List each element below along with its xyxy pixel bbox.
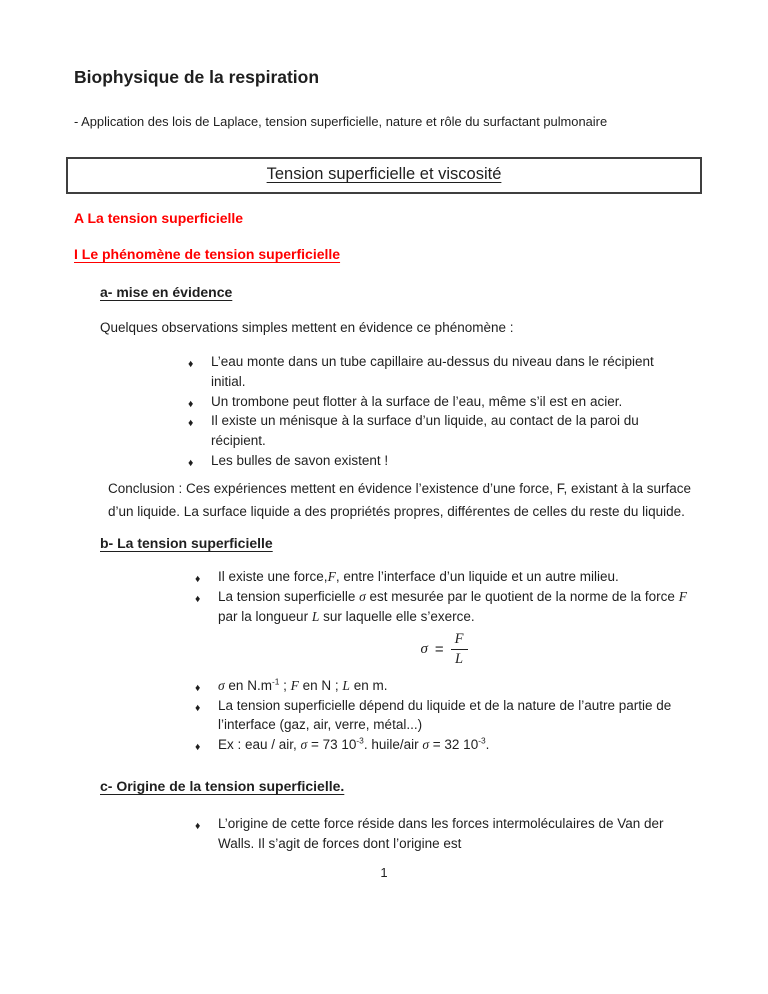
list-item: [193, 735, 673, 755]
math-symbol-F: F: [678, 589, 687, 605]
superscript: -1: [271, 676, 280, 687]
observations-list: [186, 352, 691, 471]
list-item: [193, 587, 698, 627]
tension-definition-list: [193, 567, 698, 626]
boxed-section-title: [66, 157, 702, 194]
heading-a-la-tension: A La tension superficielle: [74, 210, 244, 226]
list-item-text: σ en $N.m^{-1}$ ; F en N ; L en m.: [218, 676, 388, 693]
list-item-text: Il existe une force,F, entre l’interface d’un liquide et un autre milieu.: [218, 569, 619, 585]
diamond-bullet-icon: ♦: [188, 397, 194, 410]
diamond-bullet-icon: ♦: [188, 417, 194, 430]
list-item-text: La tension superficielle dépend du liquide et de la nature de l’autre partie de l’interface (gaz, air, verre, métal...): [218, 697, 672, 733]
intro-paragraph: Quelques observations simples mettent en évidence ce phénomène :: [100, 320, 514, 335]
math-symbol-F: F: [290, 677, 299, 693]
math-symbol-F: F: [327, 569, 336, 585]
list-item: [186, 411, 691, 451]
diamond-bullet-icon: ♦: [188, 456, 194, 469]
page-number: 1: [380, 864, 388, 880]
tension-units-list: [193, 676, 673, 755]
fraction-denominator: L: [455, 651, 464, 668]
equals-sign: =: [434, 641, 444, 659]
list-item-text: Un trombone peut flotter à la surface de l’eau, même s’il est en acier.: [211, 393, 623, 409]
diamond-bullet-icon: ♦: [195, 819, 201, 832]
diamond-bullet-icon: ♦: [195, 573, 201, 586]
list-item: [193, 696, 673, 736]
math-symbol-L: L: [342, 677, 350, 693]
fraction-numerator: F: [451, 631, 468, 650]
diamond-bullet-icon: ♦: [195, 681, 201, 694]
diamond-bullet-icon: ♦: [195, 701, 201, 714]
heading-part-c: c- Origine de la tension superficielle.: [100, 777, 345, 794]
math-symbol-sigma: σ: [300, 737, 308, 753]
math-symbol-sigma: σ: [420, 641, 428, 658]
list-item-text: Ex : eau / air, σ = 73 $10^{-3}$. huile/air σ = 32 $10^{-3}$.: [218, 735, 490, 753]
list-item: [186, 451, 691, 471]
heading-part-b: b- La tension superficielle: [100, 535, 273, 552]
math-symbol-L: L: [311, 608, 320, 624]
math-symbol-sigma: σ: [422, 737, 430, 753]
list-item-text: Les bulles de savon existent !: [211, 452, 389, 468]
diamond-bullet-icon: ♦: [195, 741, 201, 754]
superscript: -3: [478, 735, 486, 746]
origin-list: [193, 814, 680, 854]
fraction: [451, 631, 468, 668]
math-symbol-sigma: σ: [218, 677, 225, 693]
list-item-text: Il existe un ménisque à la surface d’un liquide, au contact de la paroi du récipient.: [211, 413, 639, 449]
heading-i-phenomene: I Le phénomène de tension superficielle: [74, 246, 341, 262]
list-item: [186, 392, 691, 412]
diamond-bullet-icon: ♦: [188, 358, 194, 370]
list-item-text: L’origine de cette force réside dans les forces intermoléculaires de Van der Walls. Il s’agit de forces dont l’origine est: [218, 815, 664, 851]
list-item: [186, 352, 691, 392]
boxed-section-title-text: Tension superficielle et viscosité: [266, 165, 502, 183]
superscript: -3: [356, 735, 364, 746]
list-item: [193, 814, 680, 854]
list-item: [193, 567, 698, 587]
list-item-text: L’eau monte dans un tube capillaire au-dessus du niveau dans le récipient initial.: [211, 354, 654, 389]
diamond-bullet-icon: ♦: [195, 593, 201, 606]
formula-sigma-equals-f-over-l: [186, 627, 702, 673]
subtitle: - Application des lois de Laplace, tension superficielle, nature et rôle du surfactant pulmonaire: [74, 114, 608, 129]
page-title: Biophysique de la respiration: [74, 67, 320, 87]
math-symbol-sigma: σ: [359, 589, 366, 605]
heading-part-a: a- mise en évidence: [100, 284, 233, 300]
conclusion-paragraph: Conclusion : Ces expériences mettent en évidence l’existence d’une force, F, existant à la surface d’un liquide. La surface liquide a des propriétés propres, différentes de celles du reste du liquide.: [108, 480, 692, 520]
list-item: [193, 676, 673, 696]
list-item-text: La tension superficielle σ est mesurée par le quotient de la norme de la force F par la longueur L sur laquelle elle s’exerce.: [218, 589, 687, 624]
